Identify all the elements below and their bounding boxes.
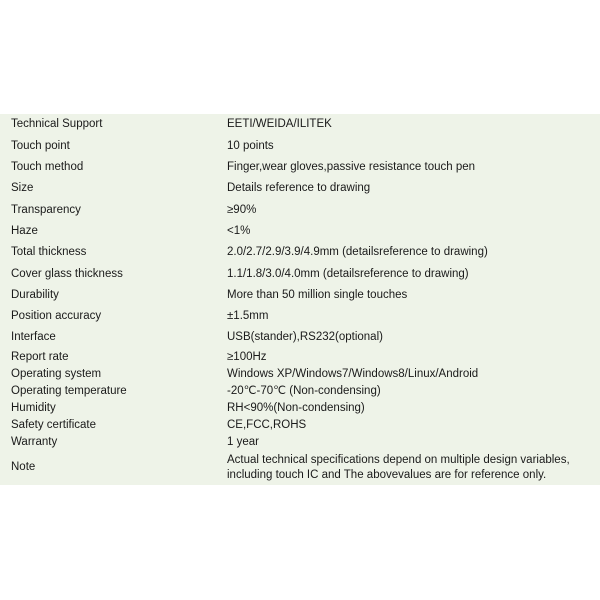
spec-value: EETI/WEIDA/ILITEK	[227, 118, 332, 131]
spec-label: Note	[11, 461, 36, 474]
spec-row-safety-certificate	[0, 416, 600, 433]
spec-label: Safety certificate	[11, 418, 97, 431]
spec-row-total-thickness	[0, 242, 600, 263]
spec-value: 1.1/1.8/3.0/4.0mm (detailsreference to drawing)	[227, 267, 469, 280]
spec-label: Operating temperature	[11, 384, 127, 397]
spec-label: Haze	[11, 224, 38, 237]
spec-label: Durability	[11, 288, 59, 301]
spec-value: -20℃-70℃ (Non-condensing)	[227, 384, 381, 397]
spec-row-haze	[0, 220, 600, 241]
spec-value: Actual technical specifications depend on multiple design variables, including touch IC and The abovevalues are for reference only.	[227, 454, 570, 481]
spec-label: Report rate	[11, 350, 69, 363]
spec-table-body	[0, 114, 600, 485]
spec-label: Technical Support	[11, 118, 103, 131]
spec-row-note	[0, 450, 600, 485]
spec-label: Warranty	[11, 435, 58, 448]
spec-value: Finger,wear gloves,passive resistance touch pen	[227, 161, 476, 174]
spec-value: <1%	[227, 224, 251, 237]
spec-value: ≥100Hz	[227, 350, 267, 363]
spec-label: Cover glass thickness	[11, 267, 123, 280]
spec-row-size	[0, 178, 600, 199]
spec-value: USB(stander),RS232(optional)	[227, 331, 383, 344]
spec-label: Total thickness	[11, 246, 87, 259]
spec-row-humidity	[0, 399, 600, 416]
spec-label: Humidity	[11, 401, 56, 414]
spec-label: Operating system	[11, 367, 102, 380]
spec-value: ≥90%	[227, 203, 257, 216]
spec-label: Touch point	[11, 139, 70, 152]
spec-label: Transparency	[11, 203, 81, 216]
spec-row-operating-system	[0, 365, 600, 382]
spec-label: Size	[11, 182, 34, 195]
spec-value: More than 50 million single touches	[227, 288, 408, 301]
spec-value: 10 points	[227, 139, 274, 152]
spec-value: 2.0/2.7/2.9/3.9/4.9mm (detailsreference to drawing)	[227, 246, 488, 259]
spec-value: ±1.5mm	[227, 310, 269, 323]
spec-value: RH<90%(Non-condensing)	[227, 401, 365, 414]
spec-table	[0, 114, 600, 485]
spec-row-technical-support	[0, 114, 600, 135]
spec-value: Details reference to drawing	[227, 182, 371, 195]
spec-row-operating-temperature	[0, 382, 600, 399]
spec-value: CE,FCC,ROHS	[227, 418, 307, 431]
spec-row-warranty	[0, 433, 600, 450]
spec-label: Touch method	[11, 161, 84, 174]
spec-row-position-accuracy	[0, 306, 600, 327]
spec-row-touch-point	[0, 135, 600, 156]
spec-row-touch-method	[0, 157, 600, 178]
spec-row-durability	[0, 284, 600, 305]
spec-value: Windows XP/Windows7/Windows8/Linux/Android	[227, 367, 479, 380]
spec-label: Position accuracy	[11, 310, 102, 323]
spec-row-cover-glass-thickness	[0, 263, 600, 284]
spec-row-interface	[0, 327, 600, 348]
spec-label: Interface	[11, 331, 56, 344]
spec-row-report-rate	[0, 348, 600, 365]
spec-value: 1 year	[227, 435, 259, 448]
spec-row-transparency	[0, 199, 600, 220]
